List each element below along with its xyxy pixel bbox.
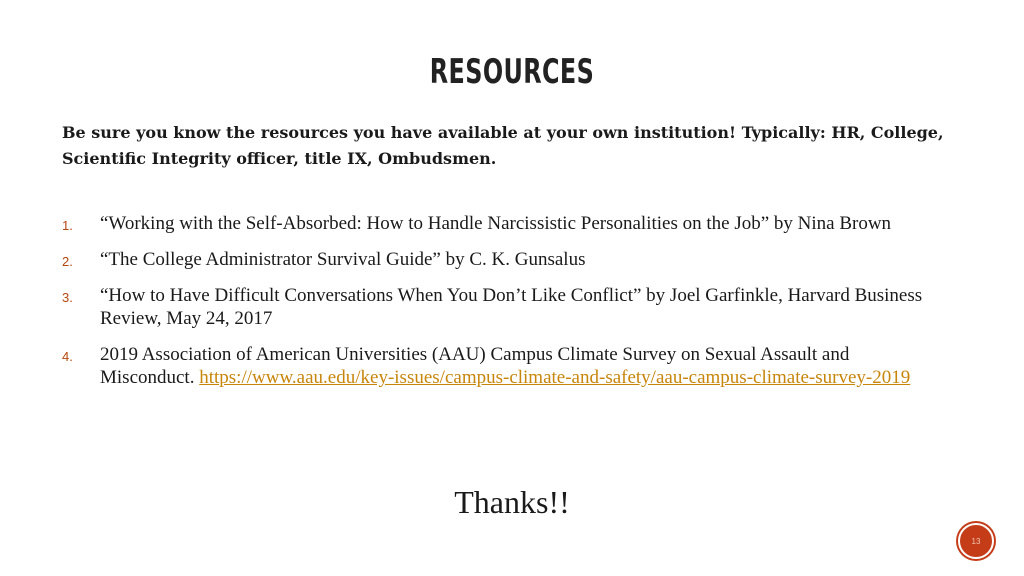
aau-survey-link[interactable]: https://www.aau.edu/key-issues/campus-climate-and-safety/aau-campus-climate-survey-2019: [199, 367, 911, 388]
slide-title: RESOURCES: [429, 52, 595, 92]
list-item-text: “How to Have Difficult Conversations When You Don’t Like Conflict” by Joel Garfinkle, Harvard Business Review, May 24, 2017: [100, 285, 923, 329]
list-item-number: 4.: [62, 349, 73, 364]
resource-list: [62, 212, 942, 402]
list-item-text: “The College Administrator Survival Guide” by C. K. Gunsalus: [100, 249, 586, 270]
list-item: [62, 248, 942, 271]
intro-text: Be sure you know the resources you have available at your own institution! Typically: HR, College, Scientific Integrity officer, title IX, Ombudsmen.: [62, 123, 944, 168]
page-number: 13: [971, 536, 981, 546]
list-item-number: 2.: [62, 254, 73, 269]
list-item: [62, 212, 942, 235]
list-item: [62, 343, 942, 389]
closing-text: Thanks!!: [454, 484, 570, 520]
list-item-number: 3.: [62, 290, 73, 305]
list-item-text: “Working with the Self-Absorbed: How to Handle Narcissistic Personalities on the Job” by Nina Brown: [100, 213, 892, 234]
page-number-badge: [958, 523, 994, 559]
list-item: [62, 284, 942, 330]
list-item-number: 1.: [62, 218, 73, 233]
list-item-text: 2019 Association of American Universities (AAU) Campus Climate Survey on Sexual Assault and Misconduct.: [100, 344, 850, 388]
